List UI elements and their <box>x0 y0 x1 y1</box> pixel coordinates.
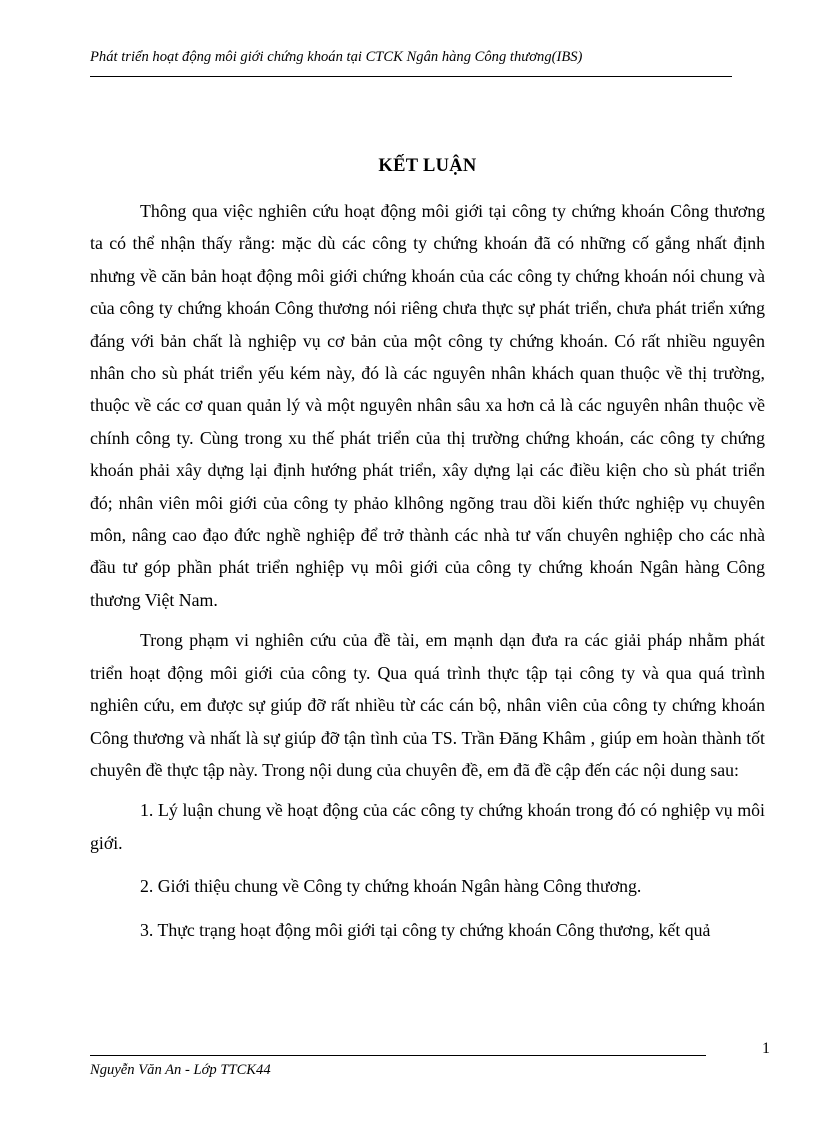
header-divider <box>90 76 732 77</box>
paragraph-conclusion-1: Thông qua việc nghiên cứu hoạt động môi giới tại công ty chứng khoán Công thương ta có thể nhận thấy rằng: mặc dù các công ty chứng khoán đã có những cố gắng nhất định nhưng về căn bản hoạt động môi giới chứng khoán của các công ty chứng khoán nói chung và của công ty chứng khoán Công thương nói riêng chưa thực sự phát triển, chưa phát triển xứng đáng với bản chất là nghiệp vụ cơ bản của một công ty chứng khoán. Có rất nhiều nguyên nhân cho sù phát triển yếu kém này, đó là các nguyên nhân khách quan thuộc về thị trường, thuộc về các cơ quan quản lý và một nguyên nhân sâu xa hơn cả là các nguyên nhân thuộc về chính công ty. Cùng trong xu thế phát triển của thị trường chứng khoán, các công ty chứng khoán phải xây dựng lại định hướng phát triển, xây dựng lại các điều kiện cho sù phát triển đó; nhân viên môi giới của công ty phảo klhông ngõng trau dồi kiến thức nghiệp vụ chuyên môn, nâng cao đạo đức nghề nghiệp để trở thành các nhà tư vấn chuyên nghiệp cho các nhà đầu tư góp phần phát triển nghiệp vụ môi giới của công ty chứng khoán Ngân hàng Công thương Việt Nam. <box>90 201 765 610</box>
list-item: 2. Giới thiệu chung về Công ty chứng khoán Ngân hàng Công thương. <box>140 876 642 897</box>
footer-author: Nguyễn Văn An - Lớp TTCK44 <box>90 1062 271 1078</box>
page-number: 1 <box>762 1040 770 1057</box>
document-body <box>90 195 765 946</box>
list-item: 1. Lý luận chung về hoạt động của các công ty chứng khoán trong đó có nghiệp vụ môi giới. <box>90 800 765 853</box>
footer-divider <box>90 1055 706 1056</box>
paragraph-conclusion-2: Trong phạm vi nghiên cứu của đề tài, em mạnh dạn đưa ra các giải pháp nhằm phát triển hoạt động môi giới của công ty. Qua quá trình thực tập tại công ty và qua quá trình nghiên cứu, em được sự giúp đỡ rất nhiều từ các cán bộ, nhân viên của công ty chứng khoán Công thương và nhất là sự giúp đỡ tận tình của TS. Trần Đăng Khâm , giúp em hoàn thành tốt chuyên đề thực tập này. Trong nội dung của chuyên đề, em đã đề cập đến các nội dung sau: <box>90 630 765 780</box>
page-title: KẾT LUẬN <box>378 156 477 176</box>
list-item: 3. Thực trạng hoạt động môi giới tại công ty chứng khoán Công thương, kết quả <box>140 919 711 940</box>
running-header: Phát triển hoạt động môi giới chứng khoán tại CTCK Ngân hàng Công thương(IBS) <box>90 49 583 65</box>
